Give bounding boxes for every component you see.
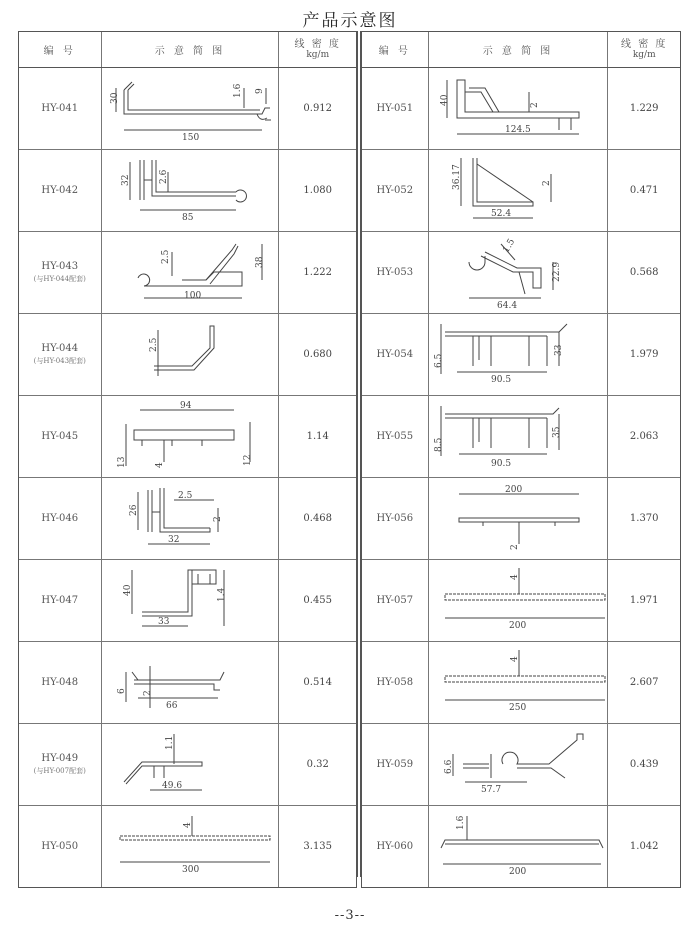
dim-label: 9 xyxy=(254,88,265,94)
dim-label: 6.5 xyxy=(433,353,444,368)
profile-diagram xyxy=(102,806,280,887)
product-code: HY-055 xyxy=(376,431,414,442)
dim-label: 1.6 xyxy=(232,83,243,98)
table-header xyxy=(19,32,356,68)
linear-density: 1.222 xyxy=(303,267,333,278)
dim-label: 2.5 xyxy=(177,491,192,501)
linear-density: 0.455 xyxy=(303,595,333,606)
right-product-table xyxy=(361,31,681,888)
product-code: HY-058 xyxy=(376,677,414,688)
dim-label: 90.5 xyxy=(490,459,511,469)
profile-sketch xyxy=(429,68,609,149)
dim-label: 38 xyxy=(254,256,265,268)
dim-label: 2 xyxy=(142,690,153,696)
product-code: HY-060 xyxy=(376,841,414,852)
header-diagram: 示 意 简 图 xyxy=(429,32,609,67)
dim-label: 150 xyxy=(181,133,199,143)
dim-label: 35 xyxy=(551,426,562,438)
profile-diagram xyxy=(429,396,609,477)
product-code: HY-053 xyxy=(376,267,414,278)
dim-label: 90.5 xyxy=(490,375,511,385)
header-density xyxy=(608,32,680,67)
product-code: HY-057 xyxy=(376,595,414,606)
linear-density: 2.607 xyxy=(629,677,659,688)
profile-sketch xyxy=(429,314,609,395)
dim-label: 32 xyxy=(120,174,131,186)
dim-label: 1.6 xyxy=(455,815,466,830)
page-number: --3-- xyxy=(334,908,366,923)
dim-label: 52.4 xyxy=(490,209,511,219)
profile-sketch xyxy=(102,314,280,395)
table-row xyxy=(19,478,356,560)
linear-density: 0.568 xyxy=(629,267,659,278)
dim-label: 8.5 xyxy=(433,437,444,452)
dim-label: 4 xyxy=(509,574,520,580)
profile-sketch xyxy=(429,642,609,723)
dim-label: 13 xyxy=(116,456,127,468)
dim-label: 30 xyxy=(109,92,120,104)
profile-sketch xyxy=(102,396,280,477)
dim-label: 4 xyxy=(154,462,165,468)
profile-diagram xyxy=(102,560,280,641)
linear-density: 2.063 xyxy=(629,431,659,442)
profile-sketch xyxy=(102,150,280,231)
profile-diagram xyxy=(102,396,280,477)
product-code: HY-047 xyxy=(41,595,79,606)
header-density-unit: kg/m xyxy=(632,49,656,60)
product-code: HY-048 xyxy=(41,677,79,688)
page-title: 产品示意图 xyxy=(302,11,398,31)
linear-density: 0.514 xyxy=(303,677,333,688)
profile-sketch xyxy=(102,806,280,887)
dim-label: 64.4 xyxy=(496,301,517,311)
linear-density: 1.14 xyxy=(306,431,329,442)
table-row xyxy=(19,232,356,314)
dim-label: 200 xyxy=(508,621,526,631)
dim-label: 124.5 xyxy=(504,125,531,135)
product-note: (与HY-043配套) xyxy=(33,357,86,365)
header-density xyxy=(279,32,356,67)
table-row xyxy=(19,396,356,478)
dim-label: 57.7 xyxy=(480,785,501,795)
profile-sketch xyxy=(429,724,609,805)
table-row xyxy=(19,642,356,724)
dim-label: 4 xyxy=(509,656,520,662)
dim-label: 22.9 xyxy=(551,261,562,282)
dim-label: 85 xyxy=(181,213,193,223)
linear-density: 1.080 xyxy=(303,185,333,196)
product-code: HY-059 xyxy=(376,759,414,770)
profile-diagram xyxy=(429,478,609,559)
table-row xyxy=(362,396,680,478)
table-row xyxy=(19,560,356,642)
product-code: HY-043 xyxy=(41,261,79,272)
profile-sketch xyxy=(102,232,280,313)
linear-density: 0.471 xyxy=(629,185,659,196)
profile-diagram xyxy=(102,724,280,805)
linear-density: 1.971 xyxy=(629,595,659,606)
linear-density: 0.912 xyxy=(303,103,333,114)
table-row xyxy=(362,724,680,806)
product-code: HY-044 xyxy=(41,343,79,354)
header-code: 编 号 xyxy=(362,32,429,67)
dim-label: 200 xyxy=(508,867,526,877)
dim-label: 300 xyxy=(181,865,199,875)
profile-sketch xyxy=(102,478,280,559)
product-code: HY-049 xyxy=(41,753,79,764)
table-row xyxy=(362,478,680,560)
dim-label: 2 xyxy=(541,180,552,186)
table-row xyxy=(19,68,356,150)
profile-sketch xyxy=(429,560,609,641)
dim-label: 2.5 xyxy=(160,249,171,264)
table-row xyxy=(362,68,680,150)
linear-density: 3.135 xyxy=(303,841,333,852)
dim-label: 1.1 xyxy=(164,735,175,750)
table-row xyxy=(19,150,356,232)
linear-density: 1.370 xyxy=(629,513,659,524)
header-density-unit: kg/m xyxy=(306,49,330,60)
profile-diagram xyxy=(429,314,609,395)
profile-sketch xyxy=(102,642,280,723)
table-row xyxy=(19,724,356,806)
table-row xyxy=(19,806,356,887)
dim-label: 2.5 xyxy=(148,337,159,352)
product-code: HY-054 xyxy=(376,349,414,360)
product-code: HY-045 xyxy=(41,431,79,442)
table-header xyxy=(362,32,680,68)
dim-label: 4 xyxy=(182,822,193,828)
dim-label: 6 xyxy=(116,688,127,694)
dim-label: 2.6 xyxy=(158,169,169,184)
left-product-table xyxy=(18,31,357,888)
product-code: HY-041 xyxy=(41,103,79,114)
profile-diagram xyxy=(102,478,280,559)
table-row xyxy=(362,150,680,232)
header-code: 编 号 xyxy=(19,32,102,67)
product-code: HY-042 xyxy=(41,185,79,196)
dim-label: 26 xyxy=(128,504,139,516)
profile-diagram xyxy=(102,314,280,395)
linear-density: 1.042 xyxy=(629,841,659,852)
dim-label: 6.6 xyxy=(443,759,454,774)
product-code: HY-046 xyxy=(41,513,79,524)
profile-sketch xyxy=(429,806,609,887)
dim-label: 2 xyxy=(509,544,520,550)
dim-label: 40 xyxy=(122,584,133,596)
table-row xyxy=(362,314,680,396)
profile-sketch xyxy=(102,68,280,149)
product-note: (与HY-007配套) xyxy=(33,767,86,775)
profile-sketch xyxy=(102,724,280,805)
linear-density: 0.439 xyxy=(629,759,659,770)
product-code: HY-056 xyxy=(376,513,414,524)
dim-label: 32 xyxy=(167,535,179,545)
table-row xyxy=(362,560,680,642)
profile-diagram xyxy=(102,232,280,313)
table-row xyxy=(362,806,680,887)
dim-label: 2 xyxy=(529,102,540,108)
dim-label: 94 xyxy=(179,401,191,411)
table-row xyxy=(19,314,356,396)
profile-diagram xyxy=(102,68,280,149)
linear-density: 1.229 xyxy=(629,103,659,114)
dim-label: 33 xyxy=(157,617,169,627)
profile-sketch xyxy=(429,150,609,231)
table-row xyxy=(362,232,680,314)
profile-diagram xyxy=(429,724,609,805)
profile-sketch xyxy=(429,478,609,559)
profile-diagram xyxy=(429,232,609,313)
product-note: (与HY-044配套) xyxy=(33,275,86,283)
dim-label: 12 xyxy=(242,454,253,466)
linear-density: 1.979 xyxy=(629,349,659,360)
header-density-label: 线 密 度 xyxy=(294,38,341,50)
dim-label: 200 xyxy=(504,485,522,495)
dim-label: 49.6 xyxy=(161,781,182,791)
table-row xyxy=(362,642,680,724)
profile-sketch xyxy=(429,232,609,313)
dim-label: 100 xyxy=(183,291,201,301)
dim-label: 2 xyxy=(212,516,223,522)
dim-label: 1.4 xyxy=(216,587,227,602)
dim-label: 250 xyxy=(508,703,526,713)
profile-diagram xyxy=(102,150,280,231)
linear-density: 0.680 xyxy=(303,349,333,360)
dim-label: 33 xyxy=(553,344,564,356)
profile-sketch xyxy=(102,560,280,641)
product-code: HY-051 xyxy=(376,103,414,114)
profile-diagram xyxy=(102,642,280,723)
product-code: HY-052 xyxy=(376,185,414,196)
profile-diagram xyxy=(429,642,609,723)
dim-label: 1.5 xyxy=(500,237,517,255)
dim-label: 66 xyxy=(165,701,177,711)
profile-diagram xyxy=(429,150,609,231)
profile-diagram xyxy=(429,560,609,641)
header-diagram: 示 意 简 图 xyxy=(102,32,280,67)
dim-label: 40 xyxy=(439,94,450,106)
linear-density: 0.468 xyxy=(303,513,333,524)
header-density-label: 线 密 度 xyxy=(621,38,668,50)
dim-label: 36.17 xyxy=(451,164,462,190)
linear-density: 0.32 xyxy=(306,759,329,770)
product-code: HY-050 xyxy=(41,841,79,852)
profile-sketch xyxy=(429,396,609,477)
profile-diagram xyxy=(429,68,609,149)
profile-diagram xyxy=(429,806,609,887)
